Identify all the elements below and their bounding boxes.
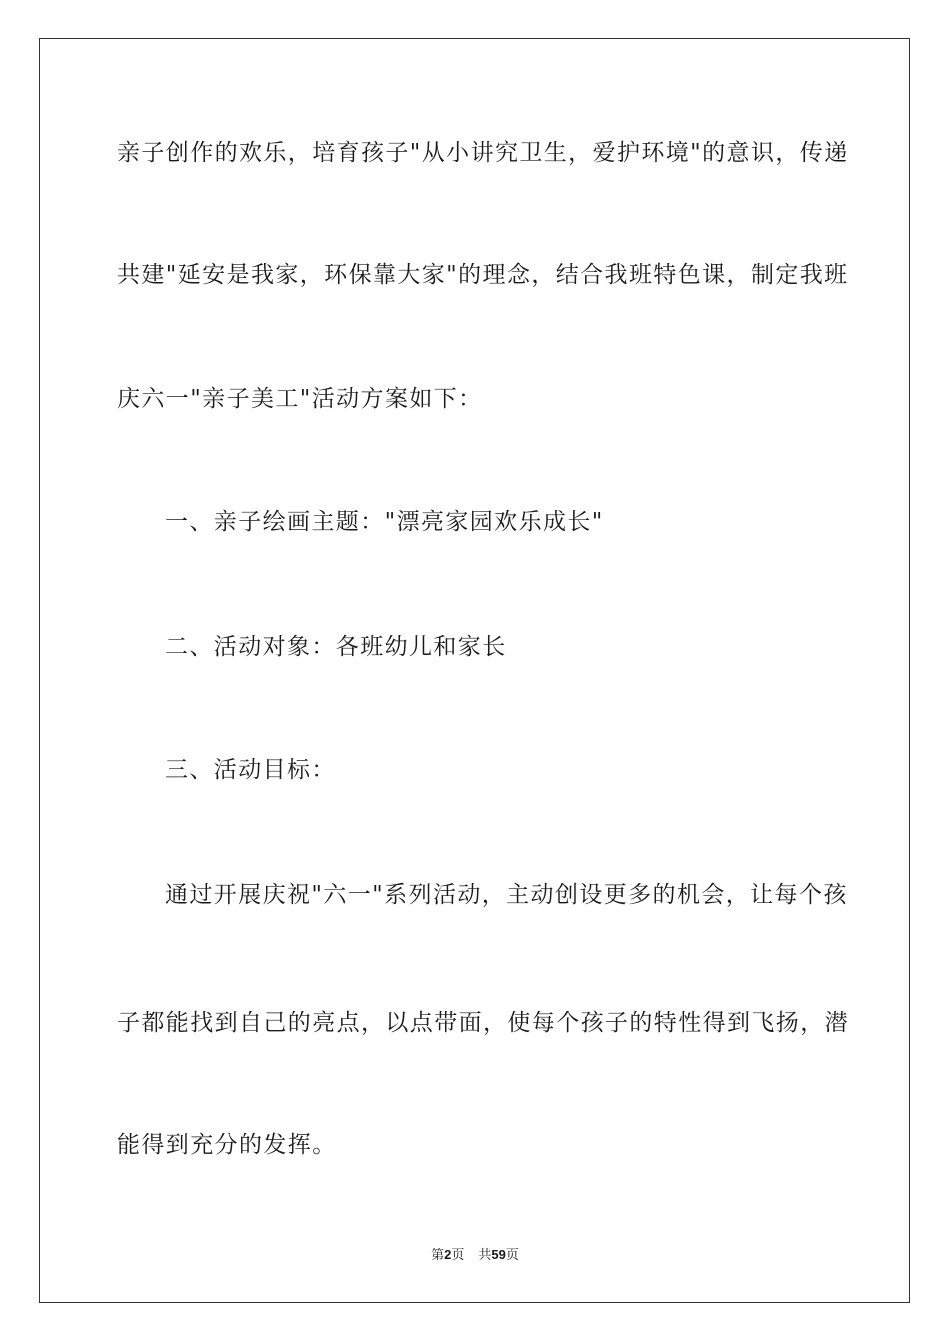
paragraph-line-2: 共建"延安是我家，环保靠大家"的理念，结合我班特色课，制定我班: [117, 262, 849, 288]
goals-paragraph-line-3: 能得到充分的发挥。: [117, 1132, 337, 1158]
page-number: 2: [444, 1247, 452, 1262]
total-prefix: 共: [478, 1248, 492, 1263]
page-footer: [0, 1246, 950, 1265]
paragraph-line-3: 庆六一"亲子美工"活动方案如下：: [117, 386, 483, 412]
paragraph-line-1: 亲子创作的欢乐，培育孩子"从小讲究卫生，爱护环境"的意识，传递: [117, 140, 849, 166]
page-prefix: 第: [431, 1248, 445, 1263]
page-suffix: 页: [451, 1248, 465, 1263]
heading-participants: 二、活动对象：各班幼儿和家长: [165, 634, 507, 660]
page-border: [39, 38, 910, 1303]
goals-paragraph-line-2: 子都能找到自己的亮点，以点带面，使每个孩子的特性得到飞扬，潜: [117, 1010, 849, 1036]
goals-paragraph-line-1: 通过开展庆祝"六一"系列活动，主动创设更多的机会，让每个孩: [165, 882, 848, 908]
total-pages: 59: [491, 1247, 506, 1262]
total-suffix: 页: [505, 1248, 519, 1263]
heading-theme: 一、亲子绘画主题："漂亮家园欢乐成长": [165, 509, 604, 535]
heading-goals: 三、活动目标：: [165, 757, 336, 783]
